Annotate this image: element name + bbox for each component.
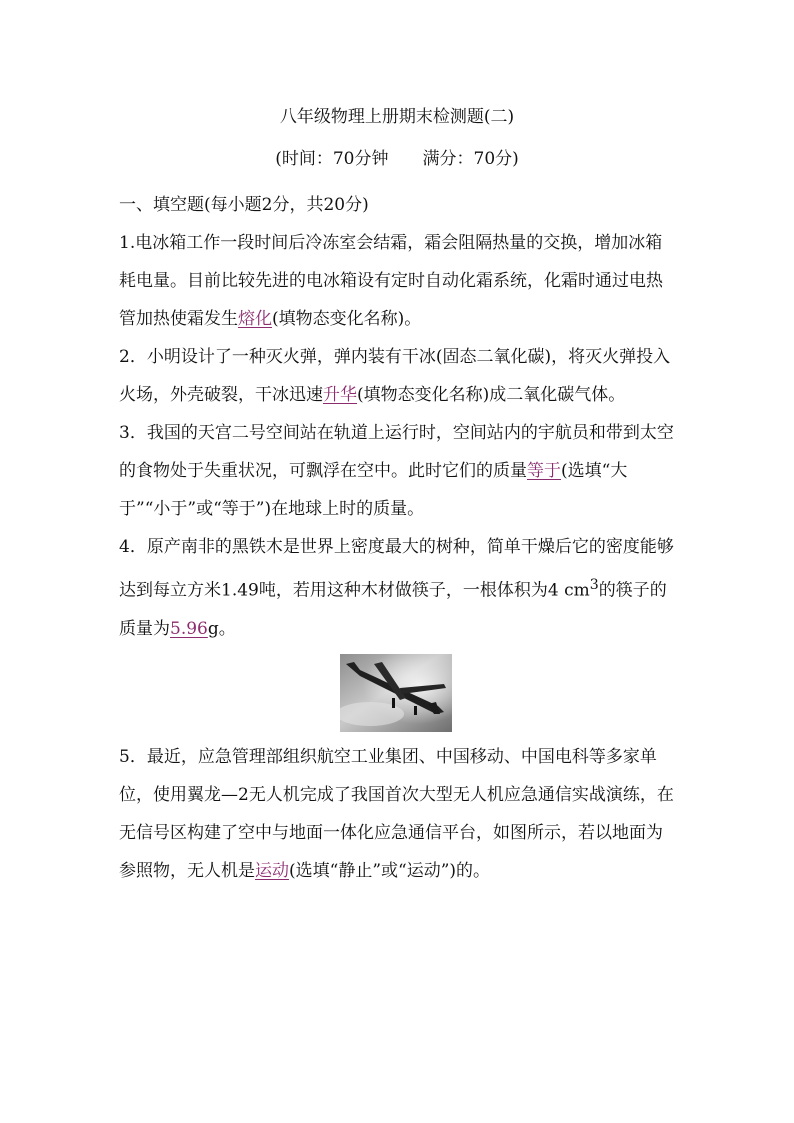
question-1-tail: (填物态变化名称)。 (272, 309, 422, 329)
question-5-answer: 运动 (255, 860, 289, 881)
question-4-tail: g。 (207, 618, 236, 639)
drone-photo (340, 654, 452, 732)
question-3-tail: (选填“大于”“小于”或“等于”)在地球上时的质量。 (119, 461, 628, 519)
drone-plane-icon (340, 654, 452, 732)
question-4-text: 4．原产南非的黑铁木是世界上密度最大的树种，简单干燥后它的密度能够达到每立方米1.49吨，若用这种木材做筷子，一根体积为4 cm (119, 537, 674, 601)
cube-superscript: 3 (589, 577, 599, 593)
question-3 (119, 414, 677, 528)
question-1-answer: 熔化 (238, 309, 272, 329)
question-1-text: 1.电冰箱工作一段时间后冷冻室会结霜，霜会阻隔热量的交换，增加冰箱耗电量。目前比较先进的电冰箱设有定时自动化霜系统，化霜时通过电热管加热使霜发生 (119, 233, 663, 329)
question-5-tail: (选填“静止”或“运动”)的。 (289, 860, 491, 881)
exam-info: (时间：70分钟 满分：70分) (275, 149, 519, 169)
question-5 (119, 738, 677, 890)
question-3-answer: 等于 (527, 461, 561, 481)
question-4-middle: 的筷子的质量为 (119, 580, 667, 639)
section-heading: 一、填空题(每小题2分，共20分) (119, 195, 369, 215)
question-1 (119, 224, 677, 338)
question-4 (119, 528, 677, 648)
question-4-answer: 5.96 (170, 618, 208, 639)
question-body (119, 186, 677, 890)
question-2-answer: 升华 (323, 385, 357, 405)
question-5-text: 5．最近，应急管理部组织航空工业集团、中国移动、中国电科等多家单位，使用翼龙—2无人机完成了我国首次大型无人机应急通信实战演练，在无信号区构建了空中与地面一体化应急通信平台，如图所示，若以地面为参照物，无人机是 (119, 746, 674, 881)
question-2-tail: (填物态变化名称)成二氧化碳气体。 (357, 385, 626, 405)
question-2-text: 2．小明设计了一种灭火弹，弹内装有干冰(固态二氧化碳)，将灭火弹投入火场，外壳破裂，干冰迅速 (119, 347, 671, 405)
page-title: 八年级物理上册期末检测题(二) (279, 107, 515, 127)
question-2 (119, 338, 677, 414)
question-3-text: 3．我国的天宫二号空间站在轨道上运行时，空间站内的宇航员和带到太空的食物处于失重状况，可飘浮在空中。此时它们的质量 (119, 423, 674, 481)
